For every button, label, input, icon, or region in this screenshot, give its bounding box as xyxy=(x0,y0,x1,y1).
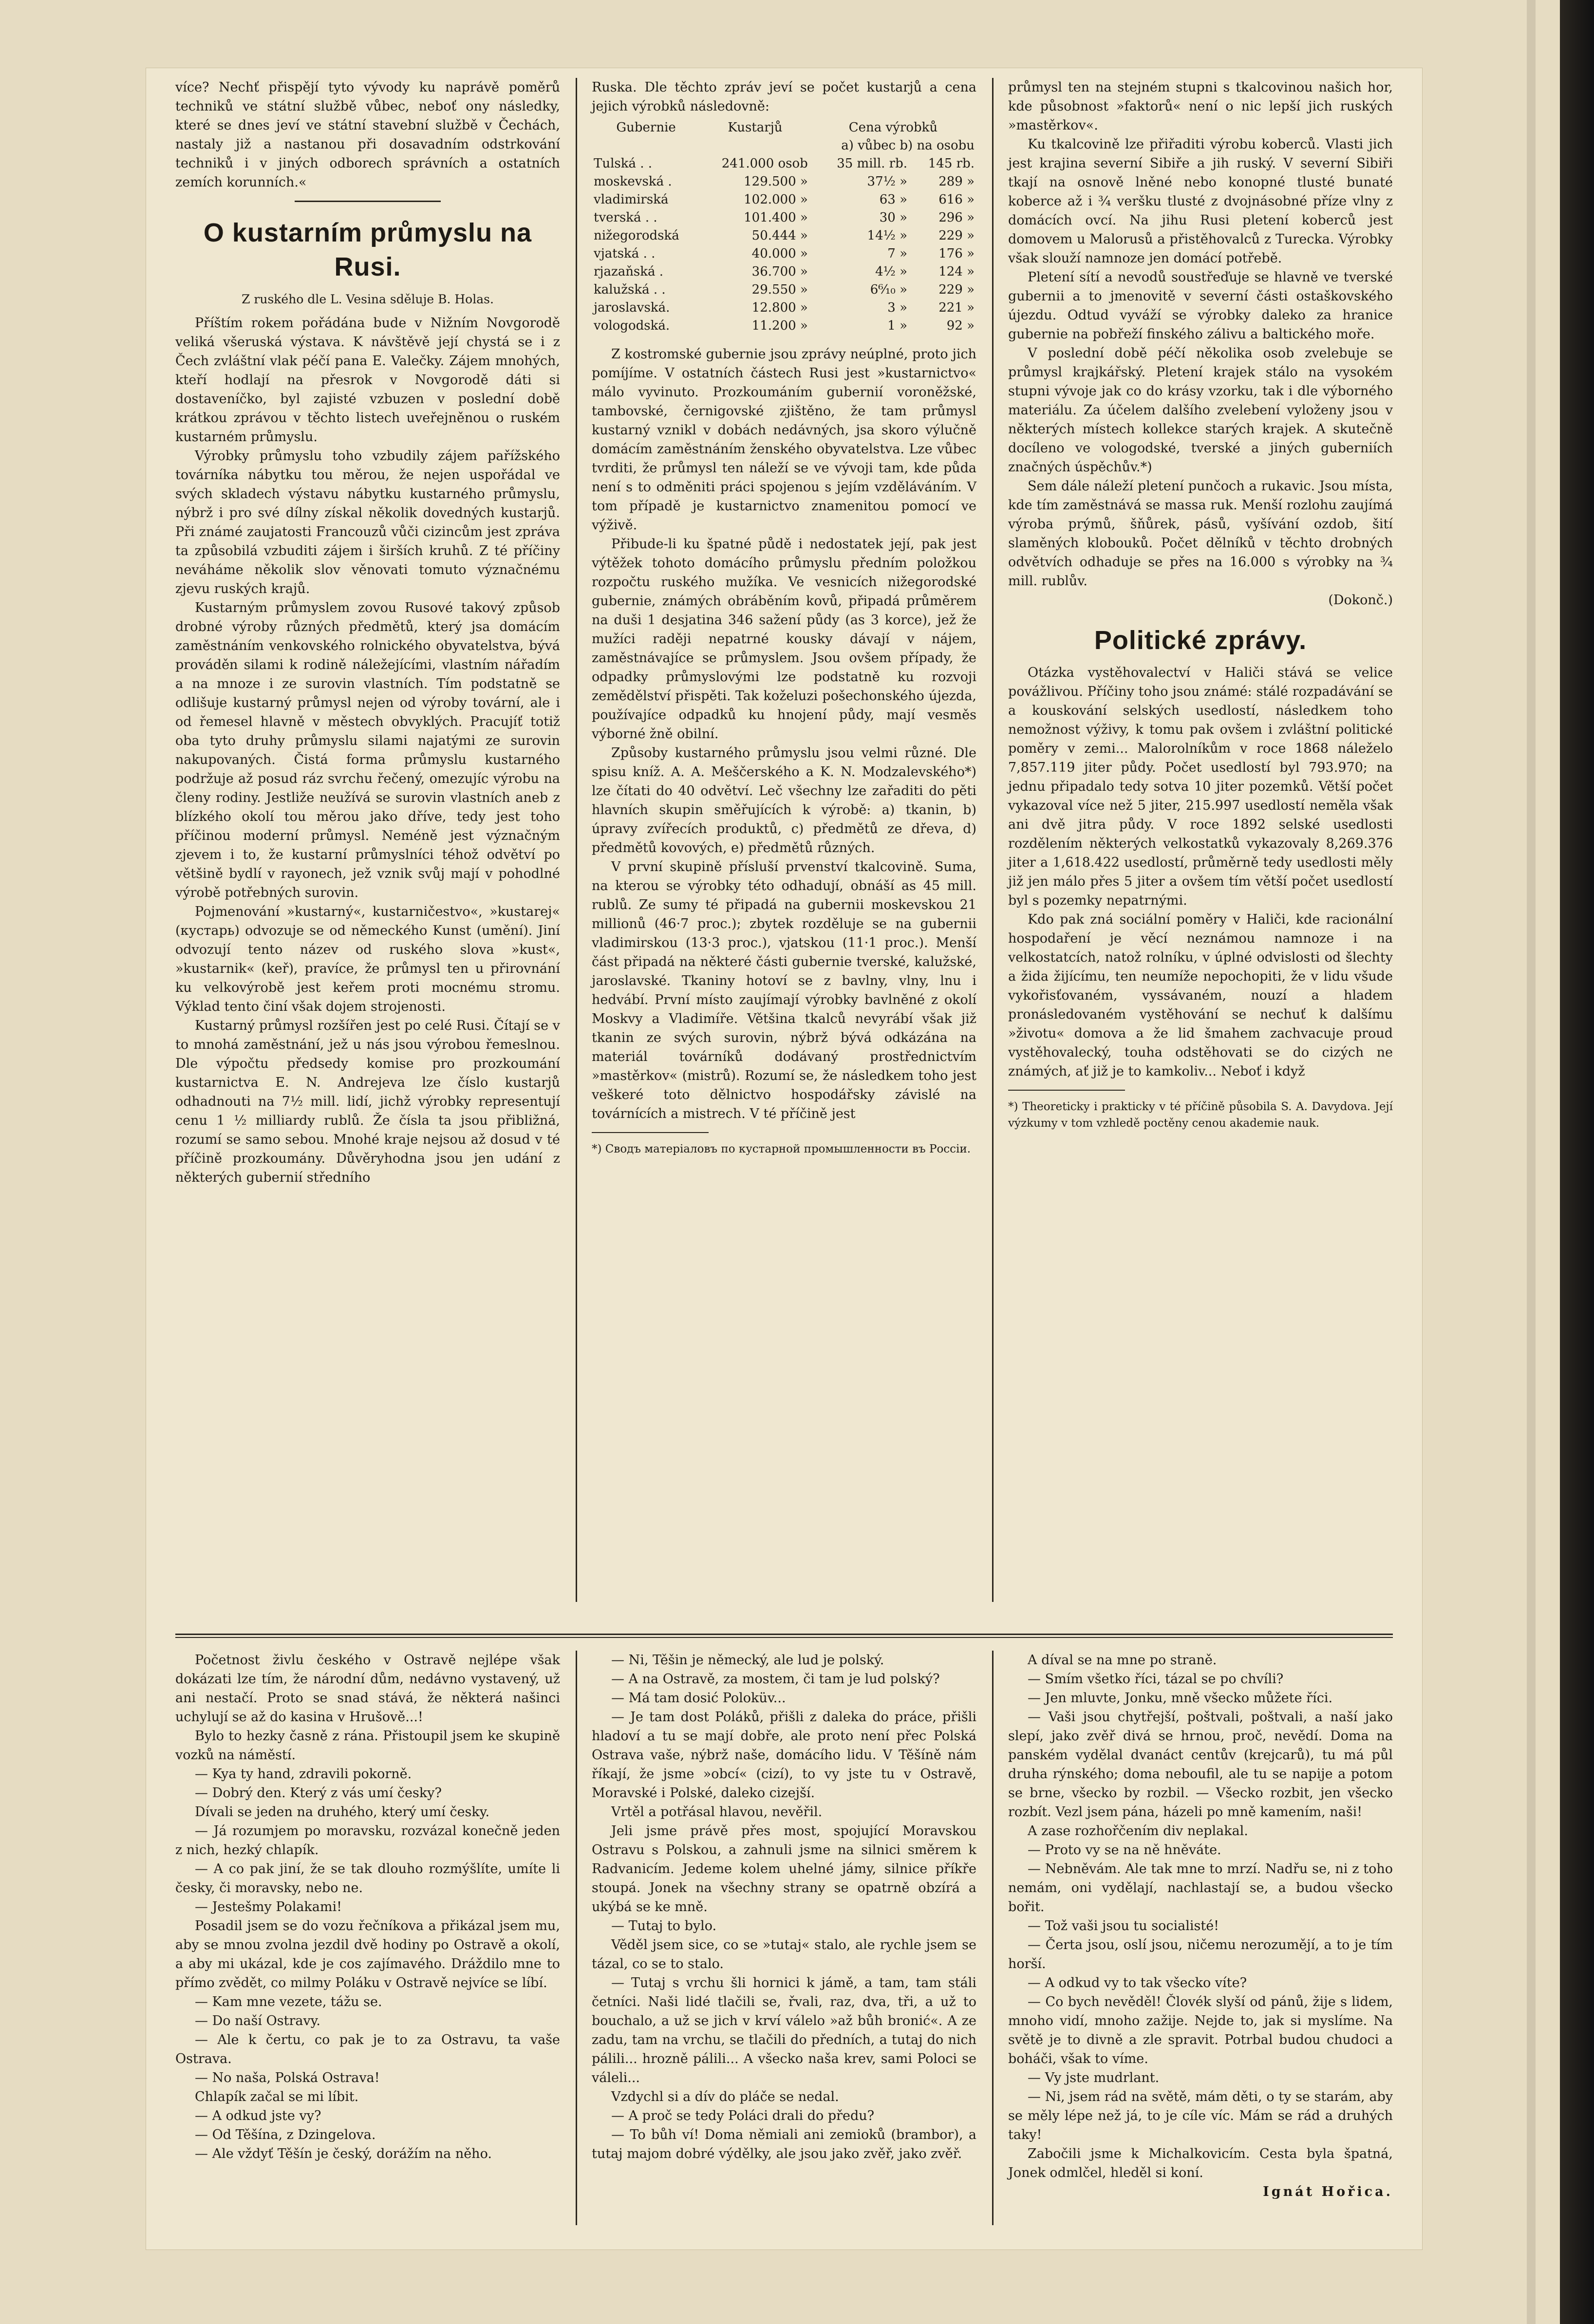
paragraph: Početnost živlu českého v Ostravě nejlépe však dokázati lze tím, že národní dům, nedávno vystavený, už ani nestačí. Proto se snad stává, že některá našinci uchylují se až do kasina v Hrušově...! xyxy=(175,1653,560,1725)
table-cell: jaroslavská. xyxy=(594,300,670,315)
table-cell: 40.000 » xyxy=(751,246,808,261)
table-cell: 145 rb. xyxy=(928,156,975,171)
paragraph: A díval se na mne po straně. xyxy=(1028,1653,1217,1668)
author-signature: Ignát Hořica. xyxy=(1263,2184,1393,2199)
table-cell: 63 » xyxy=(879,192,908,207)
paragraph: — A odkud jste vy? xyxy=(195,2108,321,2123)
paragraph: Kustarný průmysl rozšířen jest po celé Rusi. Čítají se v to mnohá zaměstnání, jež u nás jsou výrobou řemeslnou. Dle výpočtu předsedy komise pro prozkoumání kustarnictva E. N. Andrejeva lze číslo kustarjů odhadnouti na 7½ mill. lidí, jichž výrobky representují cenu 1 ½ milliardy rublů. Že čísla ta jsou přibližná, rozumí se samo sebou. Mnohé kraje nejsou až dosud v té příčině prozkoumány. Důvěryhodna jsou jen udání z některých gubernií středního xyxy=(175,1018,560,1185)
paragraph: — To bůh ví! Doma němiali ani zemioků (brambor), a tutaj majom dobré výdělky, ale jsou jako zvěř, jako zvěř. xyxy=(592,2127,976,2161)
paragraph: V poslední době péčí několika osob zvelebuje se průmysl krajkářský. Pletení krajek stálo na vysokém stupni vývoje jak co do krásy vzorku, tak i dle výborného materiálu. Za účelem dalšího zvelebení vyloženy jsou v některých místech kollekce starých krajek. A skutečně docíleno ve vologodské, tverské a jiných guberniích značných úspěchův.*) xyxy=(1008,346,1393,475)
paragraph: — Proto vy se na ně hněváte. xyxy=(1028,1842,1221,1858)
table-cell: vjatská . . xyxy=(594,246,656,261)
page-edge-line xyxy=(1527,0,1536,2324)
paragraph: Ku tkalcovině lze přiřaditi výrobu koberců. Vlasti jich jest krajina severní Sibiře a jih ruský. V severní Sibiři tkají na osnově lněné nebo konopné tlusté bunaté koberce až i ¾ veršku tlusté z dvojnásobné příze vlny z domácích ovcí. Na jihu Rusi pletení koberců jest domovem u Malorusů a přistěhovalců z Turecka. Výrobky však slouží namnoze jen domácí potřebě. xyxy=(1008,137,1393,266)
paragraph: Chlapík začal se mi líbit. xyxy=(195,2089,359,2104)
paragraph: — Ale vždyť Těšín je český, dorážím na něho. xyxy=(195,2146,492,2161)
paragraph: Kustarným průmyslem zovou Rusové takový způsob drobné výroby různých předmětů, který jsa domácím zaměstnáním venkovského rolnického obyvatelstva, bývá prováděn silami k rodině náležejícími, vlastním nářadím a na mnoze i ze surovin vlastních. Tím podstatně se odlišuje kustarný průmysl nejen od výroby tovární, ale i od řemesel hlavně v městech obvyklých. Pracujíť totiž oba tyto druhy průmyslu silami najatými ze surovin nakupovaných. Čistá forma průmyslu kustarného podržuje až posud ráz svrchu řečený, omezujíc výrobu na členy rodiny. Jestliže neužívá se surovin vlastních aneb z blízkého okolí tou měrou jako dříve, tedy jest toho příčinou moderní průmysl. Neméně jest význačným zjevem i to, že kustarní průmyslníci téhož odvětví po většině bydlí v rayonech, jež vznik svůj mají v pohodlné výrobě potřebných surovin. xyxy=(175,600,560,900)
continued-note: (Dokonč.) xyxy=(1328,593,1393,608)
paragraph: Pletení sítí a nevodů soustřeďuje se hlavně ve tverské gubernii a to jmenovitě v severní části ostaškovského újezdu. Odtud vyváží se výrobky daleko za hranice gubernie na pobřeží finského zálivu a baltického moře. xyxy=(1008,270,1393,342)
paragraph: Z kostromské gubernie jsou zprávy neúplné, proto jich pomíjíme. V ostatních částech Rusi jest »kustarnictvo« málo vyvinuto. Prozkoumáním gubernií voroněžské, tambovské, černigovské zjištěno, že tam průmysl kustarný vznikl v dobách nedávných, jsa skoro výlučně domácím zaměstnáním ženského obyvatelstva. Lze vůbec tvrditi, že průmysl ten náleží se ve vývoji tam, kde půda není s to odměniti práci spojenou s jejím vzděláváním. V tom případě je kustarnictvo znamenitou pomocí ve výživě. xyxy=(592,347,976,533)
table-header: Cena výrobků xyxy=(848,120,938,135)
paragraph: — Dobrý den. Který z vás umí česky? xyxy=(195,1785,442,1801)
table-cell: vologodská. xyxy=(594,318,670,333)
paragraph: Výrobky průmyslu toho vzbudily zájem pařížského továrníka nábytku tou měrou, že nejen uspořádal ve svých skladech výstavu nábytku kustarného průmyslu, nýbrž i pro své dílny získal několik dovedných kustarjů. Při známé zaujatosti Francouzů vůči cizincům jest zpráva ta způsobilá vzbuditi zájem i širších kruhů. Z té příčiny neváháme několik slov věnovati tomuto význačnému zjevu ruských krajů. xyxy=(175,448,560,596)
table-row xyxy=(592,299,976,317)
table-row xyxy=(592,263,976,281)
paragraph: A zase rozhořčením div neplakal. xyxy=(1028,1823,1248,1839)
paragraph: — Jen mluvte, Jonku, mně všecko můžete říci. xyxy=(1028,1691,1333,1706)
column-divider xyxy=(992,1651,994,2225)
table-cell: 129.500 » xyxy=(744,174,808,189)
paragraph: Posadil jsem se do vozu řečníkova a přikázal jsem mu, aby se mnou zvolna jezdil dvě hodiny po Ostravě a okolí, a aby mi ukázal, kde je cos zajímavého. Dráždilo mne to přímo zvědět, co milmy Poláku v Ostravě nejvíce se líbí. xyxy=(175,1918,560,1990)
table-row xyxy=(592,155,976,173)
newspaper-page xyxy=(146,68,1422,2250)
table-header: Kustarjů xyxy=(728,120,783,135)
article-byline: Z ruského dle L. Vesina sděluje B. Holas. xyxy=(242,292,494,306)
table-cell: moskevská . xyxy=(594,174,672,189)
paragraph: Jeli jsme právě přes most, spojující Moravskou Ostravu s Polskou, a zahnuli jsme na silnici směrem k Radvanicím. Jedeme kolem uhelné jámy, silnice příkře stoupá. Jonek na všechny strany se opatrně obzírá a ukýbá se ke mně. xyxy=(592,1823,976,1915)
table-row xyxy=(592,227,976,245)
table-cell: 11.200 » xyxy=(751,318,808,333)
table-cell: 6⁶⁄₁₀ » xyxy=(870,282,908,297)
table-subheader: a) vůbec b) na osobu xyxy=(841,138,975,153)
table-cell: rjazaňská . xyxy=(594,264,664,279)
table-cell: 4½ » xyxy=(875,264,908,279)
table-cell: 50.444 » xyxy=(751,228,808,243)
paragraph: — Co bych nevěděl! Človék slyší od pánů, žije s lidem, mnoho vidí, mnoho zažije. Nejde to, jak si myslíme. Na světě je to divně a zle spravit. Potrbal budou chudoci a boháči, však to víme. xyxy=(1008,1994,1393,2066)
paragraph: — No naša, Polská Ostrava! xyxy=(195,2070,380,2085)
table-cell: 35 mill. rb. xyxy=(837,156,908,171)
paragraph: — Má tam dosić Poloküv... xyxy=(611,1691,786,1706)
paragraph: — Jestešmy Polakami! xyxy=(195,1899,342,1915)
paragraph: Věděl jsem sice, co se »tutaj« stalo, ale rychle jsem se tázal, co se to stalo. xyxy=(592,1937,976,1971)
table-cell: Tulská . . xyxy=(594,156,653,171)
paragraph: — Nebněvám. Ale tak mne to mrzí. Nadřu se, ni z toho nemám, oni vydělají, nachlastají se, a budou všecko bořit. xyxy=(1008,1861,1393,1915)
paragraph: — Vy jste mudrlant. xyxy=(1028,2070,1160,2085)
table-cell: 30 » xyxy=(879,210,908,225)
table-row xyxy=(592,191,976,209)
table-cell: 12.800 » xyxy=(751,300,808,315)
paragraph: Sem dále náleží pletení punčoch a rukavic. Jsou místa, kde tím zaměstnává se massa ruk. Menší rozlohu zaujímá výroba prýmů, šňůrek, pásů, vyšívání ozdob, šití slaměných klobouků. Počet dělníků v těchto drobných odvětvích odhaduje se přes na 16.000 s výrobky na ¾ mill. rublův. xyxy=(1008,479,1393,589)
feuilleton-column-3-body xyxy=(1008,1651,1393,2182)
table-cell: vladimirská xyxy=(594,192,669,207)
paragraph: — A na Ostravě, za mostem, či tam je lud polský? xyxy=(611,1672,940,1687)
article-separator xyxy=(295,201,441,202)
feuilleton-section xyxy=(175,1651,1393,2235)
paragraph: Příštím rokem pořádána bude v Nižním Novgorodě veliká všeruská výstava. K návštěvě její chystá se i z Čech zvláštní vlak péčí pana E. Valečky. Zájem mnohých, kteří hodlají na přesrok v Novgorodě dáti si dostaveníčko, byl zajisté vzbuzen v poslední době krátkou zprávou v těchto listech uveřejněnou o ruském kustarném průmyslu. xyxy=(175,316,560,445)
paragraph: — Smím všetko říci, tázal se po chvíli? xyxy=(1028,1672,1284,1687)
paragraph: — Čerta jsou, oslí jsou, ničemu nerozumějí, a to je tím horší. xyxy=(1008,1937,1393,1971)
article-continuation: více? Nechť přispějí tyto vývody ku naprávě poměrů techniků ve státní službě vůbec, neboť ony následky, které se dnes jeví ve státní stavební službě v Čechách, nastaly již a nastanou při dosavadním odstrkování techniků i v jiných odborech správních a ostatních zemích korunních.« xyxy=(175,80,560,190)
table-cell: 14½ » xyxy=(867,228,908,243)
top-column-3 xyxy=(1008,78,1393,1132)
table-cell: nižegorodská xyxy=(594,228,679,243)
footnote-rule xyxy=(1008,1090,1125,1091)
top-column-1 xyxy=(175,78,560,1187)
paragraph: — Je tam dost Poláků, přišli z daleka do práce, přišli hladoví a tu se mají dobře, ale proto není přec Polská Ostrava vaše, nýbrž naše, domácího lidu. V Těšíně nám říkají, že jsme »obcí« (cizí), to vy jste tu v Ostravě, Moravské i Polské, daleko cizejší. xyxy=(592,1710,976,1801)
gubernie-table xyxy=(592,119,976,335)
paragraph: Bylo to hezky časně z rána. Přistoupil jsem ke skupině vozků na náměstí. xyxy=(175,1729,560,1763)
paragraph: — Kam mne vezete, tážu se. xyxy=(195,1994,382,2009)
top-section xyxy=(175,78,1393,1617)
paragraph: Pojmenování »kustarný«, kustarničestvo«, »kustarej« (кустарь) odvozuje se od německého Kunst (umění). Jiní odvozují tento název od ruského slova »kust«, »kustarnik« (keř), pravíce, že průmysl ten u přirovnání ku velkovýrobě jest keřem proti mocnému stromu. Výklad tento činí však dojem strojenosti. xyxy=(175,904,560,1014)
article-headline-kustarni: O kustarním průmyslu na Rusi. xyxy=(203,218,532,281)
paragraph: — A co pak jiní, že se tak dlouho rozmýšlíte, umíte li česky, či moravsky, nebo ne. xyxy=(175,1861,560,1896)
paragraph: — Ni, jsem rád na světě, mám děti, o ty se starám, aby se měly lépe než já, to je cíle víc. Mám se rád a druhých taky! xyxy=(1008,2089,1393,2142)
footnote-rule xyxy=(592,1132,709,1133)
table-cell: 102.000 » xyxy=(744,192,808,207)
table-cell: 1 » xyxy=(887,318,908,333)
table-cell: 176 » xyxy=(938,246,975,261)
feuilleton-column-3 xyxy=(1008,1651,1393,2201)
footnote: *) Сводъ матеріаловъ по кустарной промышленности въ Россіи. xyxy=(592,1143,971,1155)
paragraph: — A odkud vy to tak všecko víte? xyxy=(1028,1975,1247,1990)
table-cell: tverská . . xyxy=(594,210,657,225)
column-divider xyxy=(576,1651,577,2225)
paragraph: — Já rozumjem po moravsku, rozvázal konečně jeden z nich, hezký chlapík. xyxy=(175,1823,560,1858)
paragraph: Ruska. Dle těchto zpráv jeví se počet kustarjů a cena jejich výrobků následovně: xyxy=(592,80,976,114)
paragraph: — Vaši jsou chytřejší, poštvali, poštvali, a naší jako slepí, jako zvěř divá se hrnou, proč, nevědí. Doma na panském vydělal dvanáct centův (krejcarů), tu má půl druha rýnského; doma neboufil, ale tu se napije a potom se brne, všecko by rozbil. — Všecko rozbit, jen všecko rozbít. Vezl jsem pána, házeli po mně kamením, naši! xyxy=(1008,1710,1393,1820)
paragraph: — Ni, Těšin je německý, ale lud je polský. xyxy=(611,1653,884,1668)
table-cell: 221 » xyxy=(938,300,975,315)
paragraph: Vzdychl si a dív do pláče se nedal. xyxy=(611,2089,839,2104)
paragraph: Vrtěl a potřásal hlavou, nevěřil. xyxy=(611,1804,823,1820)
paragraph: — Do naší Ostravy. xyxy=(195,2013,320,2028)
table-cell: 289 » xyxy=(938,174,975,189)
paragraph: Přibude-li ku špatné půdě i nedostatek její, pak jest výtěžek tohoto domácího průmyslu předním položkou rozpočtu ruského mužíka. Ve vesnicích nižegorodské gubernie, známých obráběním kovů, připadá průměrem na duši 1 desjatina 346 sažení půdy (as 3 korce), jež že mužíci raději nepatrné kousky dávají v nájem, zaměstnávajíce se průmyslem. Jsou ovšem případy, že odpadky průmyslovými lze podstatně ku rozvoji zemědělství přispěti. Tak koželuzi pošechonského újezda, používajíce odpadků ku hnojení půdy, mají vesměs výborné žně obilní. xyxy=(592,537,976,742)
feuilleton-column-2 xyxy=(592,1651,976,2163)
table-cell: 36.700 » xyxy=(751,264,808,279)
footnote: *) Theoreticky i prakticky v té příčině působila S. A. Davydova. Její výzkumy v tom vzhledě poctěny cenou akademie nauk. xyxy=(1008,1100,1393,1130)
paragraph: Zabočili jsme k Michalkovicím. Cesta byla špatná, Jonek odmlčel, hleděl si koní. xyxy=(1008,2146,1393,2180)
table-cell: 3 » xyxy=(887,300,908,315)
table-header-row xyxy=(592,119,976,137)
section-divider xyxy=(175,1634,1393,1635)
section-divider xyxy=(175,1637,1393,1638)
feuilleton-column-1 xyxy=(175,1651,560,2163)
paragraph: Dívali se jeden na druhého, který umí česky. xyxy=(195,1804,490,1820)
table-header: Gubernie xyxy=(616,120,676,135)
table-cell: 101.400 » xyxy=(744,210,808,225)
table-cell: 241.000 osob xyxy=(721,156,808,171)
table-cell: 92 » xyxy=(946,318,975,333)
table-row xyxy=(592,173,976,191)
table-cell: 296 » xyxy=(938,210,975,225)
paragraph: — Od Těšína, z Dzingelova. xyxy=(195,2127,376,2142)
paragraph: — Tož vaši jsou tu socialisté! xyxy=(1028,1918,1219,1934)
table-row xyxy=(592,317,976,335)
table-cell: 37½ » xyxy=(867,174,908,189)
table-row xyxy=(592,209,976,227)
paragraph: průmysl ten na stejném stupni s tkalcovinou našich hor, kde působnost »faktorů« není o nic lepší jich ruských »mastěrkov«. xyxy=(1008,80,1393,133)
table-subheader-row xyxy=(592,137,976,155)
paragraph: V první skupině přísluší prvenství tkalcovině. Suma, na kterou se výrobky této odhadují, obnáší as 45 mill. rublů. Ze sumy té připadá na gubernii moskevskou 21 millionů (46·7 proc.); zbytek rozděluje se na gubernii vladimirskou (13·3 proc.), vjatskou (11·1 proc.). Menší část připadá na některé části gubernie tverské, kalužské, jaroslavské. Tkaniny hotoví se z bavlny, vlny, lnu i hedvábí. První místo zaujímají výrobky bavlněné z okolí Moskvy a Vladimíře. Většina tkalců nevyrábí však již tkanin ze svých surovin, nýbrž bývá odkázána na materiál továrníků dodávaný prostřednictvím »mastěrkov« (mistrů). Rozumí se, že následkem toho jest veškeré toto dělnictvo hospodářsky závislé na továrnících a mistrech. V té příčině jest xyxy=(592,859,976,1121)
table-cell: 229 » xyxy=(938,228,975,243)
top-column-2 xyxy=(592,78,976,1157)
table-row xyxy=(592,245,976,263)
paragraph: — Tutaj s vrchu šli hornici k jámě, a tam, tam stáli četníci. Naši lidé tlačili se, řvali, raz, dva, tři, a už to bouchalo, a už se jich v krví válelo »až bůh bronić«. A ze zadu, tam na vrchu, se tlačili do předních, a tutaj do nich pálili... hrozně pálili... A všecko naša krev, sami Poloci se váleli... xyxy=(592,1975,976,2085)
paragraph: — Tutaj to bylo. xyxy=(611,1918,717,1934)
table-cell: kalužská . . xyxy=(594,282,666,297)
table-body xyxy=(592,155,976,335)
table-cell: 124 » xyxy=(938,264,975,279)
paragraph: — Kya ty hand, zdravili pokorně. xyxy=(195,1766,412,1782)
paragraph: — Ale k čertu, co pak je to za Ostravu, ta vaše Ostrava. xyxy=(175,2032,560,2066)
table-cell: 616 » xyxy=(938,192,975,207)
table-cell: 229 » xyxy=(938,282,975,297)
paragraph: Způsoby kustarného průmyslu jsou velmi různé. Dle spisu kníž. A. A. Meščerského a K. N. Modzalevského*) lze čítati do 40 odvětví. Leč všechny lze zařaditi do pěti hlavních skupin směřujících k výrobě: a) tkanin, b) úpravy zvířecích produktů, c) předmětů ze dřeva, d) předmětů kovových, e) předmětů různých. xyxy=(592,745,976,855)
table-cell: 29.550 » xyxy=(751,282,808,297)
paragraph: Kdo pak zná sociální poměry v Haliči, kde racionální hospodaření je věcí neznámou namnoze i na velkostatcích, natož rolníku, v úplné odvislosti od šlechty a žida žijícímu, ten neumíže nepochopiti, že v lidu všude vykořisťovaném, vyssávaném, nouzí a hladem pronásledovaném vystěhování se nechuť k dalšímu »životu« domova a že lid šmahem zachvacuje proud vystěhovalecký, touha odstěhovati se do cizých ne známých, ať již je to kamkoliv... Neboť i když xyxy=(1008,912,1393,1079)
paragraph: Otázka vystěhovalectví v Haliči stává se velice povážlivou. Příčiny toho jsou známé: stálé rozpadávání se a kouskování selských usedlostí, následkem toho nemožnost výživy, k tomu pak ovšem i zvláštní politické poměry v zemi... Malorolníkům v roce 1868 náleželo 7,857.119 jiter půdy. Počet usedlostí byl 793.970; na jednu připadalo tedy sotva 10 jiter pozemků. Větší počet vykazoval více než 5 jiter, 215.997 usedlostí neměla však ani dvě jitra půdy. V roce 1892 selské usedlosti rozdělením některých velkostatků vykazovaly 8,269.376 jiter a 1,618.422 usedlostí, průměrně tedy usedlosti měly již jen málo přes 5 jiter a ovšem tím větší počet usedlostí byl s pozemky nepatrnými. xyxy=(1008,665,1393,908)
article-headline-politicke: Politické zprávy. xyxy=(1094,626,1307,655)
column-divider xyxy=(992,78,994,1602)
table-row xyxy=(592,281,976,299)
page-edge-shadow xyxy=(1560,0,1594,2324)
paragraph: — A proč se tedy Poláci drali do předu? xyxy=(611,2108,875,2123)
column-divider xyxy=(576,78,577,1602)
table-cell: 7 » xyxy=(887,246,908,261)
